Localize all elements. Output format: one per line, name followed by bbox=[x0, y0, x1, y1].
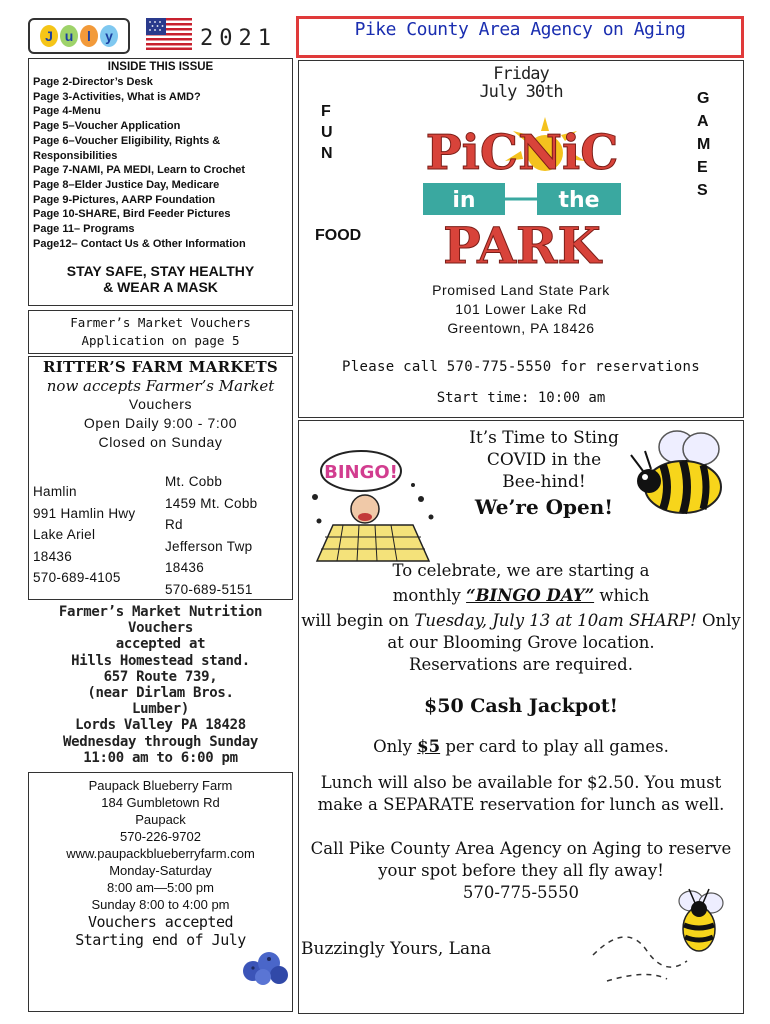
mt-cobb-location bbox=[165, 471, 257, 600]
celebrate-text: Only bbox=[696, 611, 741, 630]
american-flag-icon bbox=[146, 18, 192, 50]
flying-bee-icon bbox=[587, 881, 737, 987]
vouchers-line: Farmer’s Market Vouchers bbox=[70, 315, 251, 330]
call-line: Call Pike County Area Agency on Aging to reserve bbox=[310, 839, 732, 858]
bingo-start-date: Tuesday, July 13 at 10am SHARP! bbox=[414, 611, 697, 630]
ritters-title: RITTER’S FARM MARKETS bbox=[42, 358, 279, 376]
lunch-line: Lunch will also be available for $2.50. You must bbox=[320, 773, 722, 792]
vouchers-start: Starting end of July bbox=[75, 931, 246, 949]
celebrate-line: Reservations are required. bbox=[409, 655, 633, 674]
nutrition-line: accepted at bbox=[115, 636, 206, 653]
july-month-logo bbox=[28, 18, 130, 54]
blueberries-icon bbox=[241, 941, 291, 987]
issue-line: Page 7-NAMI, PA MEDI, Learn to Crochet bbox=[33, 164, 246, 177]
park-address-line: Greentown, PA 18426 bbox=[447, 320, 595, 336]
nutrition-line: (near Dirlam Bros. bbox=[87, 685, 234, 702]
logo-in-text: in bbox=[452, 188, 476, 213]
park-address-line: Promised Land State Park bbox=[432, 282, 610, 298]
month-letter: l bbox=[80, 25, 98, 47]
mtcobb-line: Jefferson Twp bbox=[165, 538, 253, 554]
start-time: Start time: 10:00 am bbox=[436, 390, 606, 406]
month-letter: u bbox=[60, 25, 78, 47]
issue-line: Page 6–Voucher Eligibility, Rights & bbox=[33, 134, 221, 147]
ritters-farm-markets-box bbox=[28, 356, 293, 600]
card-price-amount: $5 bbox=[417, 737, 441, 756]
celebrate-line-bingo-day bbox=[299, 584, 743, 608]
blueberry-line: Paupack Blueberry Farm bbox=[88, 778, 233, 793]
reservation-call: Please call 570-775-5550 for reservations bbox=[342, 359, 700, 375]
blueberry-line: 8:00 am—5:00 pm bbox=[107, 880, 214, 895]
agency-banner bbox=[296, 16, 744, 58]
issue-line: Page12– Contact Us & Other Information bbox=[33, 237, 246, 250]
card-price-text: Only bbox=[373, 737, 418, 756]
issue-line: Page 3-Activities, What is AMD? bbox=[33, 90, 201, 103]
issue-heading: INSIDE THIS ISSUE bbox=[107, 61, 214, 73]
paupack-blueberry-farm-box bbox=[28, 772, 293, 1012]
games-letter: E bbox=[697, 159, 708, 176]
hamlin-line: Lake Ariel bbox=[33, 527, 96, 542]
ritters-line: Open Daily 9:00 - 7:00 bbox=[83, 415, 238, 431]
blueberry-line: Paupack bbox=[135, 812, 186, 827]
nutrition-line: Farmer’s Market Nutrition bbox=[58, 604, 263, 620]
call-phone: 570-775-5550 bbox=[462, 883, 580, 902]
issue-line: Page 4-Menu bbox=[33, 105, 101, 118]
stay-safe-line: STAY SAFE, STAY HEALTHY bbox=[66, 263, 255, 280]
picnic-day: Friday bbox=[493, 64, 549, 84]
vouchers-accepted: Vouchers accepted bbox=[87, 913, 234, 931]
games-letter: A bbox=[697, 113, 709, 130]
lunch-line: make a SEPARATE reservation for lunch as well. bbox=[317, 795, 725, 814]
cash-jackpot: $50 Cash Jackpot! bbox=[424, 695, 618, 717]
issue-line: Page 11– Programs bbox=[33, 223, 135, 236]
celebrate-line: To celebrate, we are starting a bbox=[392, 561, 650, 580]
hamlin-line: 570-689-4105 bbox=[33, 570, 121, 585]
card-price bbox=[299, 735, 743, 759]
fun-letter: F bbox=[321, 103, 331, 120]
mtcobb-line: Mt. Cobb bbox=[165, 474, 223, 489]
fun-letter: U bbox=[321, 124, 333, 141]
call-line: your spot before they all fly away! bbox=[378, 861, 664, 880]
nutrition-line: 11:00 am to 6:00 pm bbox=[83, 749, 238, 766]
blueberry-line: Monday-Saturday bbox=[109, 863, 212, 878]
nutrition-line: Wednesday through Sunday bbox=[62, 733, 259, 750]
fun-letter: N bbox=[321, 145, 333, 162]
food-label: FOOD bbox=[315, 227, 362, 244]
issue-line: Page 8–Elder Justice Day, Medicare bbox=[33, 178, 220, 191]
nutrition-line: 657 Route 739, bbox=[103, 668, 218, 685]
inside-this-issue-box bbox=[28, 58, 293, 306]
agency-title: Pike County Area Agency on Aging bbox=[354, 19, 686, 40]
mtcobb-line: Rd bbox=[165, 517, 183, 532]
nutrition-line: Vouchers bbox=[127, 620, 194, 637]
card-price-text: per card to play all games. bbox=[440, 737, 669, 756]
hamlin-location bbox=[33, 481, 135, 589]
ritters-line: Closed on Sunday bbox=[98, 434, 223, 450]
blueberry-line: 184 Gumbletown Rd bbox=[101, 795, 220, 810]
bee-icon bbox=[621, 425, 731, 521]
issue-line: Responsibilities bbox=[33, 149, 118, 162]
nutrition-line: Hills Homestead stand. bbox=[71, 652, 250, 669]
sting-line: It’s Time to Sting bbox=[469, 428, 619, 448]
nutrition-line: Lumber) bbox=[132, 701, 189, 718]
celebrate-text: which bbox=[594, 586, 650, 605]
blueberry-line: Sunday 8:00 to 4:00 pm bbox=[91, 897, 230, 912]
park-address bbox=[299, 281, 743, 338]
celebrate-line: at our Blooming Grove location. bbox=[387, 633, 655, 652]
mtcobb-line: 1459 Mt. Cobb bbox=[165, 495, 258, 511]
issue-line: Page 2-Director’s Desk bbox=[33, 76, 153, 88]
hamlin-line: Hamlin bbox=[33, 484, 77, 499]
ritters-line: Vouchers bbox=[128, 396, 193, 412]
issue-line: Page 5–Voucher Application bbox=[33, 120, 181, 133]
signoff: Buzzingly Yours, Lana bbox=[301, 939, 492, 959]
logo-picnic-text: PiCNiC bbox=[425, 125, 619, 181]
sting-line: COVID in the bbox=[486, 450, 602, 470]
picnic-date-text: July 30th bbox=[479, 82, 563, 102]
hamlin-line: 18436 bbox=[33, 548, 73, 564]
games-letter: G bbox=[697, 90, 710, 107]
blueberry-website: www.paupackblueberryfarm.com bbox=[66, 846, 255, 861]
logo-park-text: PARK bbox=[443, 216, 601, 275]
issue-year: 2021 bbox=[200, 26, 277, 51]
month-letter: J bbox=[40, 25, 58, 47]
stay-safe-line: & WEAR A MASK bbox=[103, 279, 218, 296]
picnic-in-the-park-logo bbox=[417, 111, 627, 279]
games-letter: M bbox=[697, 136, 711, 153]
were-open-heading: We’re Open! bbox=[474, 495, 614, 519]
issue-line: Page 9-Pictures, AARP Foundation bbox=[33, 193, 216, 206]
month-letter: y bbox=[100, 25, 118, 47]
fun-vertical-label bbox=[321, 101, 333, 164]
picnic-in-the-park-box bbox=[298, 60, 744, 418]
nutrition-line: Lords Valley PA 18428 bbox=[75, 717, 246, 734]
bingo-bubble-text: BINGO! bbox=[324, 462, 398, 483]
vouchers-line: Application on page 5 bbox=[81, 333, 240, 348]
hamlin-line: 991 Hamlin Hwy bbox=[33, 505, 136, 521]
celebrate-text: monthly bbox=[392, 586, 467, 605]
sting-line: Bee-hind! bbox=[502, 472, 586, 492]
bingo-player-illustration bbox=[303, 437, 443, 569]
celebrate-line-date bbox=[299, 609, 743, 633]
nutrition-vouchers-notice bbox=[28, 604, 293, 770]
bingo-day-label: “BINGO DAY” bbox=[466, 586, 595, 605]
mtcobb-line: 18436 bbox=[165, 560, 205, 575]
games-letter: S bbox=[697, 182, 708, 199]
picnic-date bbox=[299, 65, 743, 101]
celebrate-text: will begin on bbox=[301, 611, 415, 630]
blueberry-line: 570-226-9702 bbox=[120, 829, 201, 844]
park-address-line: 101 Lower Lake Rd bbox=[455, 301, 587, 317]
logo-the-text: the bbox=[558, 188, 600, 213]
mtcobb-line: 570-689-5151 bbox=[165, 581, 253, 597]
sting-covid-headline bbox=[449, 427, 639, 493]
ritters-subtitle: now accepts Farmer’s Market bbox=[46, 377, 275, 395]
games-vertical-label bbox=[697, 87, 710, 202]
stay-safe-message bbox=[33, 263, 288, 295]
bingo-day-box bbox=[298, 420, 744, 1014]
issue-line: Page 10-SHARE, Bird Feeder Pictures bbox=[33, 208, 231, 221]
farmers-market-vouchers-note bbox=[28, 310, 293, 354]
